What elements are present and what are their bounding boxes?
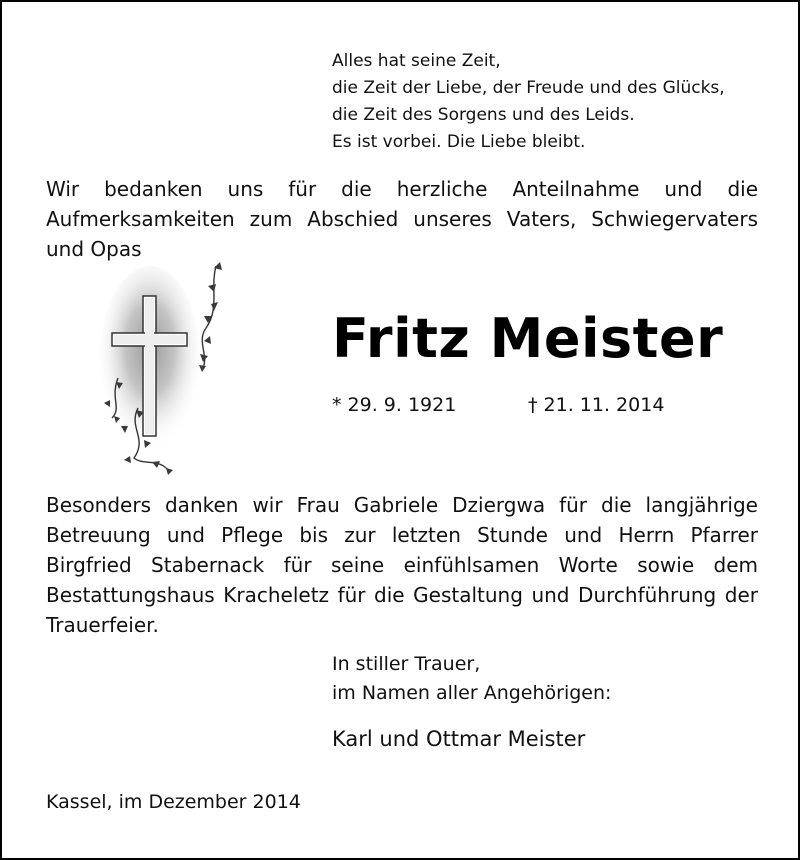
- poem-line: die Zeit des Sorgens und des Leids.: [332, 105, 635, 125]
- closing-line: im Namen aller Angehörigen:: [332, 682, 612, 704]
- death-date: † 21. 11. 2014: [528, 394, 665, 416]
- poem-line: Es ist vorbei. Die Liebe bleibt.: [332, 132, 586, 152]
- poem: [332, 48, 725, 156]
- poem-line: Alles hat seine Zeit,: [332, 51, 501, 71]
- deceased-name: Fritz Meister: [332, 307, 724, 370]
- place-date: Kassel, im Dezember 2014: [46, 791, 301, 813]
- closing-line: In stiller Trauer,: [332, 653, 481, 675]
- birth-date: * 29. 9. 1921: [332, 394, 457, 416]
- thanks-paragraph: Wir bedanken uns für die herzliche Anteilnahme und die Aufmerksamkeiten zum Abschied unseres Vaters, Schwiegervaters und Opas: [46, 177, 758, 261]
- special-thanks-paragraph: Besonders danken wir Frau Gabriele Dziergwa für die langjährige Betreuung und Pflege bis zur letzten Stunde und Herrn Pfarrer Birgfried Stabernack für seine einfühlsamen Worte sowie dem Bestattungshaus Kracheletz für die Gestaltung und Durchführung der Trauerfeier.: [46, 493, 758, 637]
- closing-lines: [332, 650, 611, 708]
- poem-line: die Zeit der Liebe, der Freude und des Glücks,: [332, 78, 725, 98]
- cross-with-ivy-icon: [98, 258, 226, 478]
- signers: Karl und Ottmar Meister: [332, 727, 586, 751]
